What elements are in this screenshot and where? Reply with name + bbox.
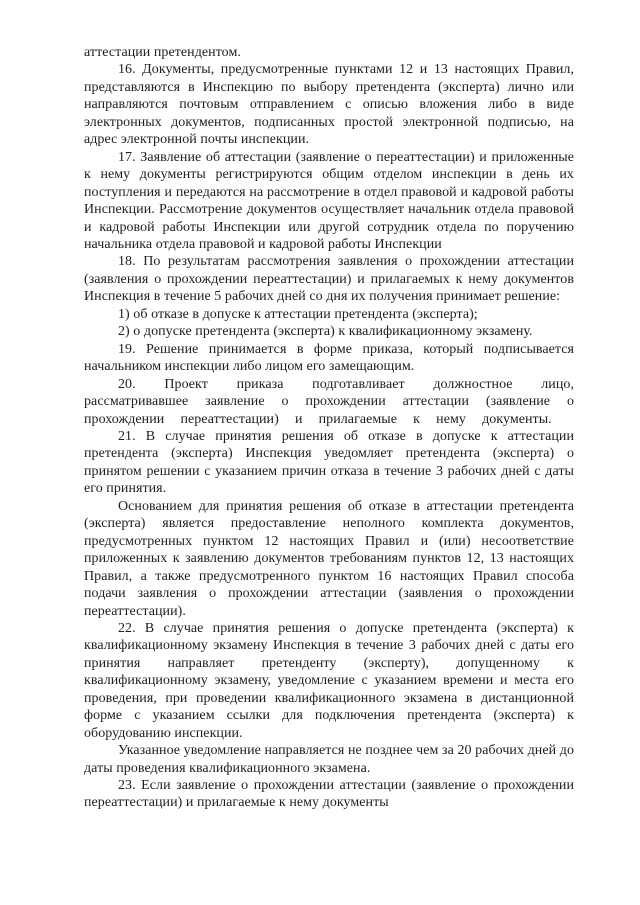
- list-item-2: 2) о допуске претендента (эксперта) к квалификационному экзамену.: [118, 324, 533, 340]
- paragraph-notice: Указанное уведомление направляется не позднее чем за 20 рабочих дней до даты проведения квалификационного экзамена.: [84, 743, 574, 776]
- paragraph-16: 16. Документы, предусмотренные пунктами 12 и 13 настоящих Правил, представляются в Инспекцию по выбору претендента (эксперта) лично или направляются почтовым отправлением с описью вложения либо в виде электронных документов, подписанных простой электронной подписью, на адрес электронной почты инспекции.: [84, 62, 574, 148]
- paragraph-continuation: аттестации претендентом.: [84, 45, 241, 60]
- list-item-1: 1) об отказе в допуске к аттестации претендента (эксперта);: [118, 306, 478, 322]
- paragraph-17: 17. Заявление об аттестации (заявление о переаттестации) и приложенные к нему документы регистрируются общим отделом инспекции в день их поступления и передаются на рассмотрение в отдел правовой и кадровой работы Инспекции. Рассмотрение документов осуществляет начальник отдела правовой и кадровой работы Инспекции или другой сотрудник отдела по поручению начальника отдела правовой и кадровой работы Инспекции: [84, 149, 574, 252]
- paragraph-20: 20. Проект приказа подготавливает должностное лицо, рассматривавшее заявление о прохождении аттестации (заявление о прохождении переаттестации) и прилагаемые к нему документы.: [84, 376, 574, 427]
- paragraph-18: 18. По результатам рассмотрения заявления о прохождении аттестации (заявления о прохождении переаттестации) и прилагаемых к нему документов Инспекция в течение 5 рабочих дней со дня их получения принимает решение:: [84, 254, 574, 305]
- paragraph-21: 21. В случае принятия решения об отказе в допуске к аттестации претендента (эксперта) Инспекция уведомляет претендента (эксперта) о принятом решении с указанием причин отказа в течение 3 рабочих дней с даты его принятия.: [84, 428, 574, 497]
- paragraph-grounds: Основанием для принятия решения об отказе в аттестации претендента (эксперта) является предоставление неполного комплекта документов, предусмотренных пунктом 12 настоящих Правил и (или) несоответствие приложенных к заявлению документов требованиям пунктов 12, 13 настоящих Правил, а также предусмотренного пунктом 16 настоящих Правил способа подачи заявления о прохождении аттестации (заявления о прохождении переаттестации).: [84, 498, 574, 619]
- paragraph-22: 22. В случае принятия решения о допуске претендента (эксперта) к квалификационному экзамену Инспекция в течение 3 рабочих дней с даты его принятия направляет претенденту (эксперту), допущенному к квалификационному экзамену, уведомление с указанием времени и места его проведения, при проведении квалификационного экзамена в дистанционной форме с указанием ссылки для подключения претендента (эксперта) к оборудованию инспекции.: [84, 620, 574, 741]
- paragraph-19: 19. Решение принимается в форме приказа, который подписывается начальником инспекции либо лицом его замещающим.: [84, 341, 574, 375]
- document-body: [84, 44, 574, 812]
- paragraph-23: 23. Если заявление о прохождении аттестации (заявление о прохождении переаттестации) и прилагаемые к нему документы: [84, 778, 574, 811]
